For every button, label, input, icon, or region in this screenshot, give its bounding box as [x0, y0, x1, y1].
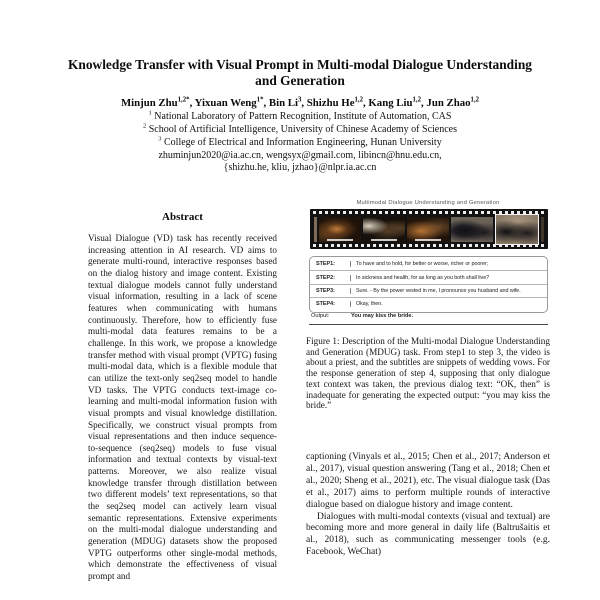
video-frame-2	[363, 217, 405, 242]
abstract-text: Visual Dialogue (VD) task has recently received increasing attention in AI research. VD aims to generate multi-round, interactive responses based on the dialog history and image content. Existing textual dialogue models cannot fully understand visual information, resulting in a lack of scene features when communicating with humans continuously. Therefore, how to efficiently fuse multi-modal data features remains to be a challenge. In this work, we propose a knowledge transfer method with visual prompt (VPTG) fusing multi-modal data, which is a flexible module that can utilize the text-only seq2seq model to handle VD tasks. The VPTG conducts text-image co-learning and multi-modal information fusion with visual prompts and visual knowledge distillation. Specifically, we construct visual prompts from visual representations and then induce sequence-to-sequence (seq2seq) models to fuse visual information and textual contexts by visual-text patterns. Moreover, we also realize visual knowledge transfer through distillation between two different models’ text representations, so that the seq2seq model can actively learn visual semantic representations. Extensive experiments on the multi-modal dialogue understanding and generation (MDUG) datasets show the proposed VPTG outperforms other single-modal methods, which demonstrate the effectiveness of visual prompt and	[88, 233, 277, 582]
affiliation-line-1: $^1$ National Laboratory of Pattern Recognition, Institute of Automation, CAS	[148, 109, 452, 122]
output-text: You may kiss the bride.	[351, 313, 414, 319]
step-label: STEP1:	[316, 261, 335, 268]
step-text: In sickness and health, for as long as you both shall live?	[350, 275, 547, 281]
figure-strip-title: Multimodal Dialogue Understanding and Generation	[356, 200, 500, 206]
step-text: To have and to hold, for better or worse, richer or poorer;	[350, 261, 547, 267]
output-label: Output:	[311, 313, 330, 319]
body-paragraph-2: Dialogues with multi-modal contexts (visual and textual) are becoming more and more general in daily life (Baltrušaitis et al., 2018), such as communicating messenger tools (e.g. Facebook, WeChat)	[306, 511, 550, 558]
subtitle-bar	[371, 239, 398, 241]
film-edge-sliver	[314, 217, 317, 242]
video-frame-4	[451, 217, 493, 242]
video-frame-1	[319, 217, 361, 242]
author: Shizhu He$^{1,2}$,	[306, 96, 369, 109]
affiliations	[0, 111, 600, 150]
video-filmstrip	[310, 209, 548, 249]
email-line-2: {shizhu.he, kliu, jzhao}@nlpr.ia.ac.cn	[223, 162, 377, 174]
subtitle-bar	[327, 239, 354, 241]
affiliation-line-3: $^3$ College of Electrical and Information Engineering, Hunan University	[158, 135, 442, 148]
table-row	[310, 298, 547, 310]
paper-title: Knowledge Transfer with Visual Prompt in Multi-modal Dialogue Understanding and Generation	[67, 57, 532, 88]
author: Yixuan Weng$^{1*}$,	[194, 96, 269, 109]
output-row	[309, 313, 548, 325]
step-text: Okay, then.	[350, 301, 547, 307]
abstract-heading: Abstract	[162, 211, 203, 223]
step-text: Sure. - By the power vested in me, I pronounce you husband and wife.	[350, 288, 547, 294]
video-frame-5-highlighted	[495, 214, 539, 245]
author: Bin Li$^3$,	[268, 96, 307, 109]
film-edge-sliver	[541, 217, 544, 242]
authors-line	[0, 97, 600, 109]
body-text-column	[306, 452, 550, 559]
video-frame-3	[407, 217, 449, 242]
step-label: STEP2:	[316, 274, 335, 281]
table-row	[310, 258, 547, 271]
author: Kang Liu$^{1,2}$,	[368, 96, 427, 109]
emails	[0, 150, 600, 174]
table-row	[310, 285, 547, 298]
step-label: STEP4:	[316, 301, 335, 308]
body-paragraph-1: captioning (Vinyals et al., 2015; Chen et al., 2017; Anderson et al., 2017), visual question answering (Tang et al., 2018; Chen et al., 2020; Sheng et al., 2021), etc. The visual dialogue task (Das et al., 2017) aims to perform multiple rounds of interactive dialogue based on dialogue history and image content.	[306, 452, 550, 510]
subtitle-bar	[415, 239, 442, 241]
author: Minjun Zhu$^{1,2*}$,	[120, 96, 195, 109]
figure-caption: Figure 1: Description of the Multi-modal Dialogue Understanding and Generation (MDUG) task. From step1 to step 3, the video is about a priest, and the subtitles are snippets of wedding vows. For the response generation of step 4, supposing that only dialogue text context was taken, the previous dialog text: “OK, then” is inadequate for generating the expected output: “you may kiss the bride.”	[306, 336, 550, 411]
author: Jun Zhao$^{1,2}$	[426, 96, 480, 109]
dialogue-steps-table	[309, 256, 548, 313]
email-line-1: zhuminjun2020@ia.ac.cn, wengsyx@gmail.com, libincn@hnu.edu.cn,	[158, 150, 442, 161]
step-label: STEP3:	[316, 287, 335, 294]
affiliation-line-2: $^2$ School of Artificial Intelligence, University of Chinese Academy of Sciences	[143, 122, 457, 135]
table-row	[310, 271, 547, 284]
